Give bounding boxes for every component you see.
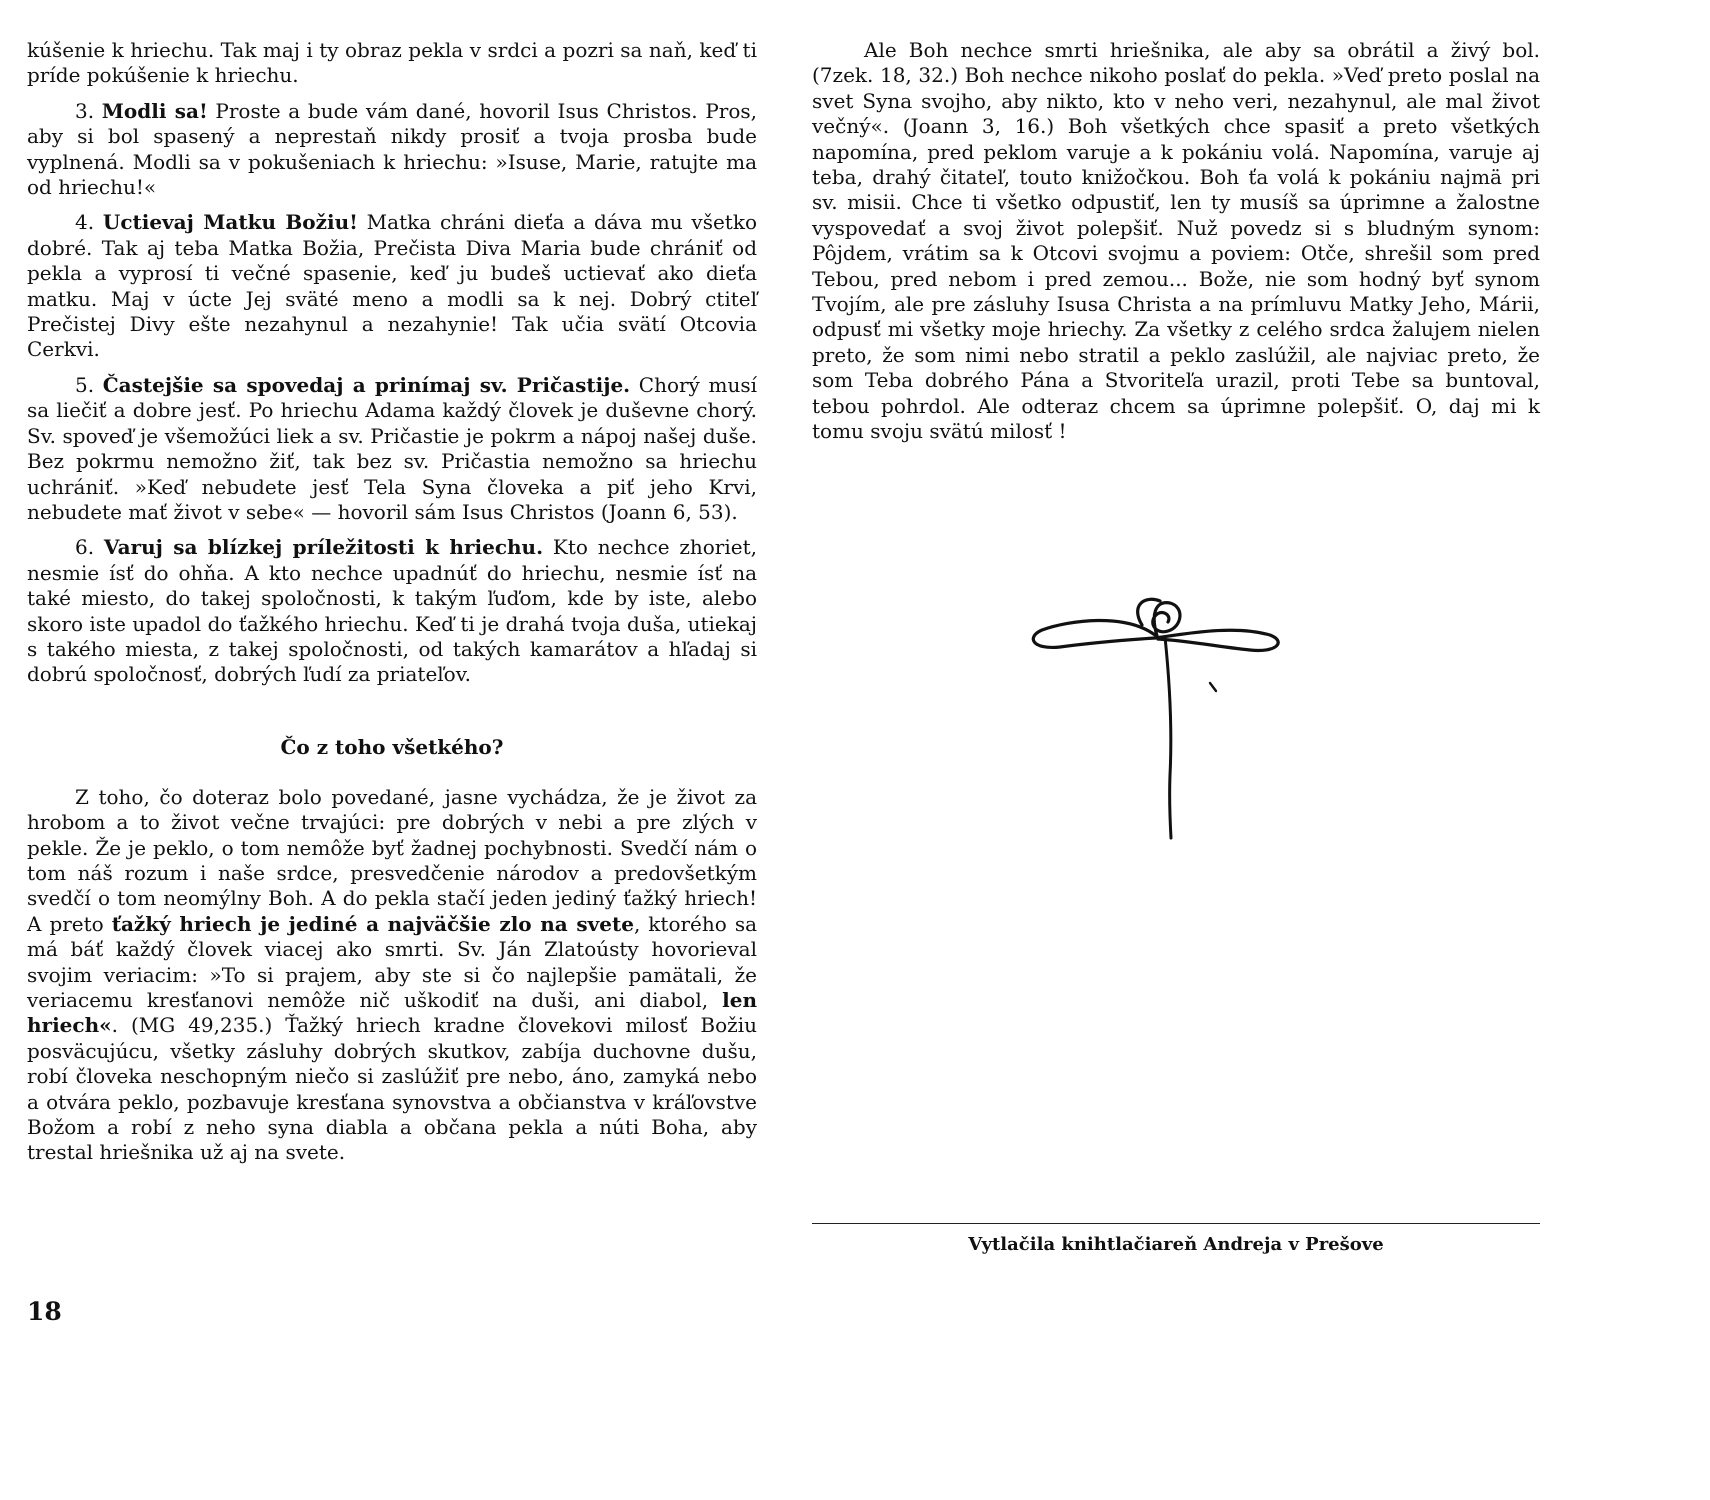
closing-bold-2: len hriech« (27, 988, 757, 1038)
paragraph-intro: kúšenie k hriechu. Tak maj i ty obraz pekla v srdci a pozri sa naň, keď ti príde pokúšenie k hriechu. (27, 38, 757, 88)
item-6-text: Kto nechce zhoriet, nesmie ísť do ohňa. A kto nechce upadnúť do hriechu, nesmie ísť na také miesto, do takej spoločnosti, k takým ľuďom, kde by iste, alebo skoro iste upadol do ťažkého hriechu. Keď ti je drahá tvoja duša, utiekaj s takého miesta, z takej spoločnosti, od takých kamarátov a hľadaj si dobrú spoločnosť, dobrých ľudí za priateľov. (27, 535, 757, 687)
item-3-heading: Modli sa! (101, 98, 208, 123)
item-6-heading: Varuj sa blízkej príležitosti k hriechu. (103, 535, 544, 560)
item-5-heading: Častejšie sa spovedaj a prinímaj sv. Pričastije. (102, 372, 631, 397)
page-number: 18 (27, 1297, 62, 1326)
left-column (27, 38, 757, 1166)
closing-paragraph (27, 785, 757, 1166)
closing-bold-1: ťažký hriech je jediné a najväčšie zlo na svete (111, 911, 634, 936)
item-3-text: Proste a bude vám dané, hovoril Isus Christos. Pros, aby si bol spasený a neprestaň nikdy prosiť a tvoja prosba bude vyplnená. Modli sa v pokušeniach k hriechu: »Isuse, Marie, ratujte ma od hriechu!« (27, 98, 758, 200)
item-6 (27, 535, 757, 687)
item-4-heading: Uctievaj Matku Božiu! (102, 210, 358, 235)
item-5 (27, 373, 757, 525)
item-4 (27, 210, 757, 362)
closing-part-1: Z toho, čo doteraz bolo povedané, jasne vychádza, že je život za hrobom a to život večne trvajúci: pre dobrých v nebi a pre zlých v pekle. Že je peklo, o tom nemôže byť žadnej pochybnosti. Svedčí nám o tom náš rozum i naše srdce, presvedčenie národov a predovšetkým svedčí o tom neomýlny Boh. A do pekla stačí jeden jediný ťažký hriech! A preto (27, 784, 757, 936)
right-paragraph: Ale Boh nechce smrti hriešnika, ale aby sa obrátil a živý bol. (7zek. 18, 32.) Boh nechce nikoho poslať do pekla. »Veď preto poslal na svet Syna svojho, aby nikto, kto v neho veri, nezahynul, ale mal život večný«. (Joann 3, 16.) Boh všetkých chce spasiť a preto všetkých napomína, pred peklom varuje a k pokániu volá. Napomína, varuje aj teba, drahý čitateľ, touto knižočkou. Boh ťa volá k pokániu najmä pri sv. misii. Chce ti všetko odpustiť, len ty musíš sa úprimne a žalostne vyspovedať a svoj život polepšiť. Nuž povedz si s bludným synom: Pôjdem, vrátim sa k Otcovi svojmu a poviem: Otče, shrešil som pred Tebou, pred nebom i pred zemou... Bože, nie som hodný byť synom Tvojím, ale pre zásluhy Isusa Christa a na prímluvu Matky Jeho, Márii, odpusť mi všetky moje hriechy. Za všetky z celého srdca žalujem nielen preto, že som nimi nebo stratil a peklo zaslúžil, ale najviac preto, že som Teba dobrého Pána a Stvoriteľa urazil, proti Tebe sa buntoval, tebou pohrdol. Ale odteraz chcem sa úprimne polepšiť. O, daj mi k tomu svoju svätú milosť ! (812, 38, 1540, 444)
closing-part-2: , ktorého sa má báť každý človek viacej ako smrti. Sv. Ján Zlatoústy hovorieval svojim veriacim: »To si prajem, aby ste si čo najlepšie pamätali, že veriacemu kresťanovi nemôže nič uškodiť na duši, ani diabol, (27, 911, 758, 1012)
decorative-flourish-icon (1030, 595, 1280, 845)
item-5-number: 5. (75, 372, 95, 397)
closing-part-3: . (MG 49,235.) Ťažký hriech kradne človekovi milosť Božiu posväcujúcu, všetky zásluhy dobrých skutkov, zabíja duchovne dušu, robí človeka neschopným niečo si zaslúžiť pre nebo, áno, zamyká nebo a otvára peklo, pozbavuje kresťana synovstva a občianstva v kráľovstve Božom a robí z neho syna diabla a občana pekla a núti Boha, aby trestal hriešnika už aj na svete. (27, 1013, 757, 1165)
item-6-number: 6. (75, 535, 95, 560)
printer-imprint: Vytlačila knihtlačiareň Andreja v Prešove (968, 1234, 1384, 1255)
item-5-text: Chorý musí sa liečiť a dobre jesť. Po hriechu Adama každý človek je duševne chorý. Sv. spoveď je všemožúci liek a sv. Pričastie je pokrm a nápoj našej duše. Bez pokrmu nemožno žiť, tak bez sv. Pričastia nemožno sa hriechu uchrániť. »Keď nebudete jesť Tela Syna človeka a piť jeho Krvi, nebudete mať život v sebe« — hovoril sám Isus Christos (Joann 6, 53). (27, 372, 757, 524)
section-title: Čo z toho všetkého? (280, 734, 504, 759)
item-4-number: 4. (75, 210, 95, 235)
item-4-text: Matka chráni dieťa a dáva mu všetko dobré. Tak aj teba Matka Božia, Prečista Diva Maria bude chrániť od pekla a vyprosí ti večné spasenie, keď ju budeš uctievať ako dieťa matku. Maj v úcte Jej sväté meno a modli sa k nej. Dobrý ctiteľ Prečistej Divy ešte nezahynul a nezahynie! Tak učia svätí Otcovia Cerkvi. (27, 210, 757, 362)
right-column (812, 38, 1540, 445)
footer-rule (812, 1223, 1540, 1224)
item-3 (27, 99, 757, 201)
item-3-number: 3. (75, 98, 95, 123)
